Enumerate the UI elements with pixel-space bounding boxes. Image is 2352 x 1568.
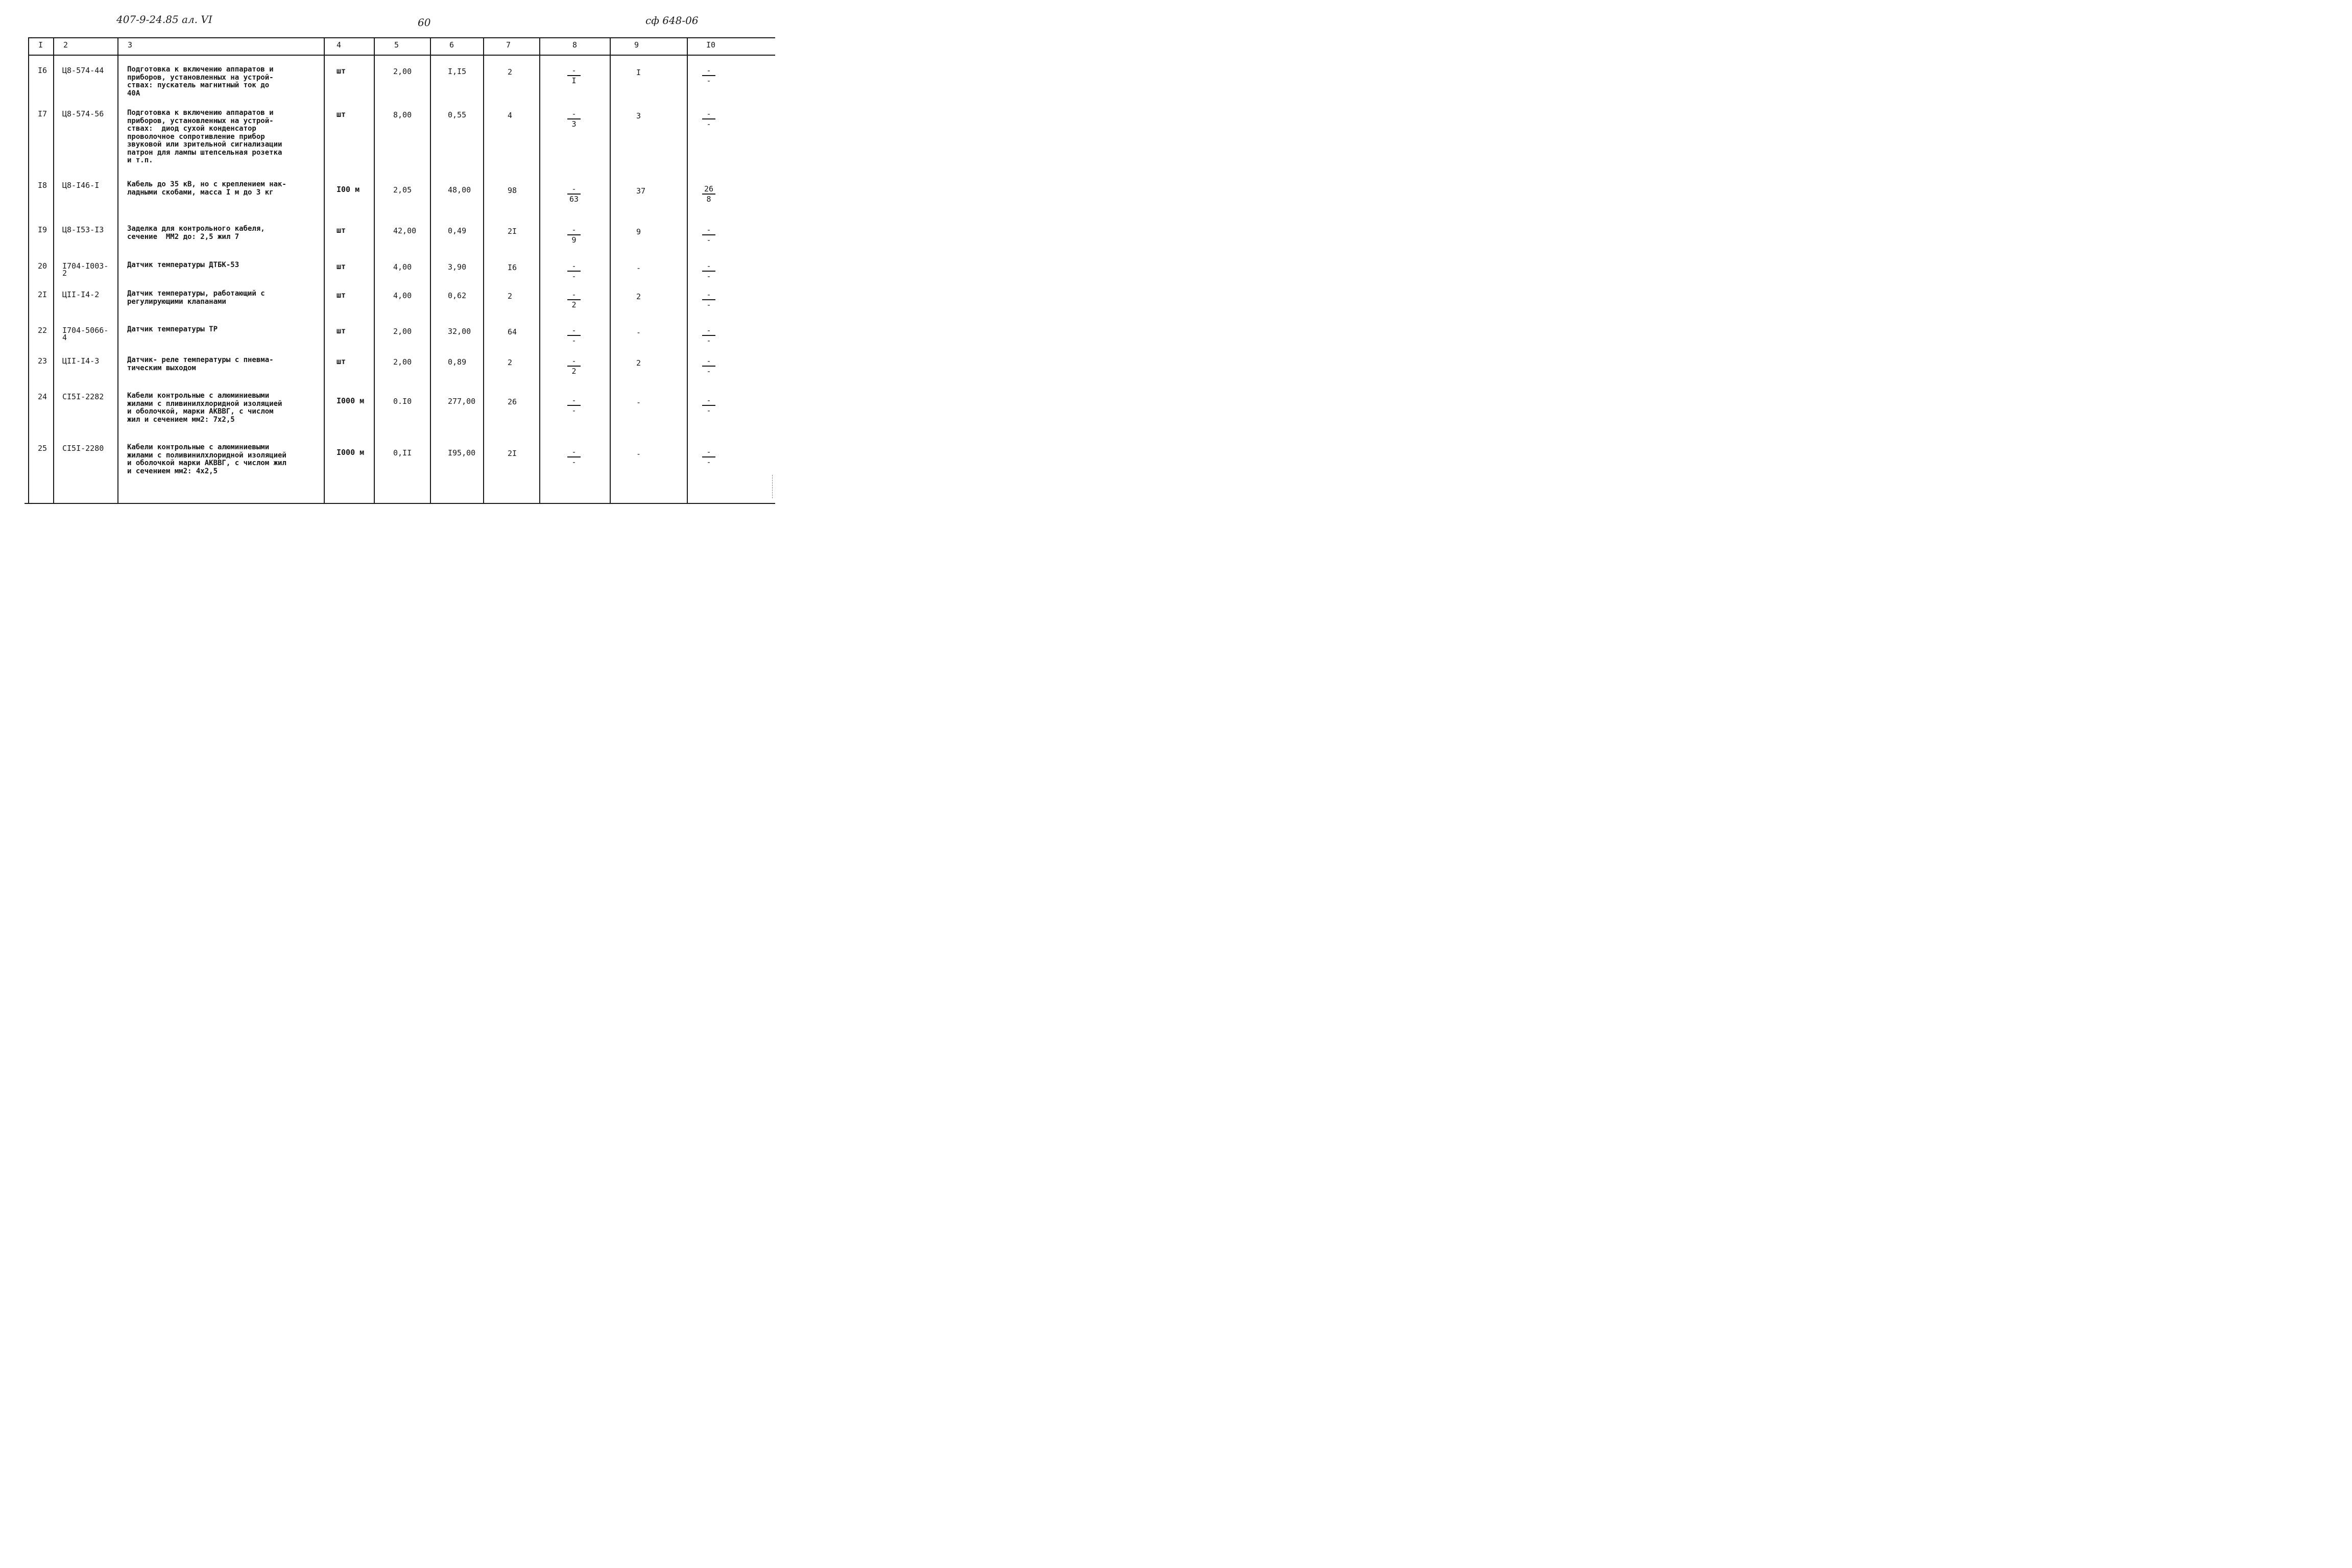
unit: шт — [337, 66, 346, 76]
total: 2 — [508, 292, 513, 301]
table-top-rule — [28, 37, 775, 38]
column-divider — [687, 37, 688, 503]
row-number: 23 — [38, 356, 47, 366]
fraction-col10 — [700, 357, 718, 376]
column-header: 3 — [128, 40, 133, 50]
total: 26 — [508, 397, 517, 406]
total: 2 — [508, 67, 513, 77]
denominator: 2 — [571, 367, 577, 376]
unit-price: 0,49 — [448, 226, 467, 235]
total: 2I — [508, 227, 517, 236]
numerator: - — [571, 290, 577, 299]
row-number: I9 — [38, 225, 47, 234]
row-number: 24 — [38, 392, 47, 401]
numerator: - — [706, 225, 711, 234]
col9-value: 37 — [636, 186, 646, 196]
item-code: Ц8-574-44 — [62, 66, 104, 75]
item-code: CI5I-2282 — [62, 392, 104, 401]
denominator: - — [706, 406, 711, 415]
numerator: - — [706, 290, 711, 299]
total: 4 — [508, 111, 513, 120]
fraction-col8 — [565, 262, 583, 281]
total: 2I — [508, 449, 517, 458]
numerator: 26 — [704, 184, 714, 194]
col9-value: 9 — [636, 227, 641, 236]
column-divider — [483, 37, 484, 503]
item-code: ЦII-I4-3 — [62, 356, 100, 366]
item-description: Кабель до 35 кВ, но с креплением нак- ладными скобами, масса I м до 3 кг — [127, 180, 286, 197]
column-header: 8 — [572, 40, 578, 50]
col9-value: 3 — [636, 111, 641, 120]
item-description: Датчик температуры, работающий с регулирующими клапанами — [127, 290, 265, 306]
column-divider — [324, 37, 325, 503]
item-code: Ц8-I46-I — [62, 181, 100, 190]
sheet-code: сф 648-06 — [645, 14, 699, 27]
denominator: - — [571, 406, 577, 415]
fraction-col8 — [565, 226, 583, 245]
item-description: Датчик- реле температуры с пневма- тическим выходом — [127, 356, 274, 372]
fraction-col8 — [565, 185, 583, 204]
col9-value: - — [636, 328, 641, 337]
numerator: - — [571, 184, 577, 194]
col9-value: 2 — [636, 292, 641, 301]
numerator: - — [706, 66, 711, 75]
col9-value: - — [636, 398, 641, 407]
total: 64 — [508, 327, 517, 336]
unit-price: 48,00 — [448, 185, 471, 195]
edge-marks — [772, 475, 777, 498]
denominator: - — [706, 76, 711, 85]
quantity: 42,00 — [393, 226, 417, 235]
fraction-col10 — [700, 326, 718, 345]
unit-price: 0,55 — [448, 110, 467, 119]
total: 98 — [508, 186, 517, 195]
fraction-col8 — [565, 357, 583, 376]
unit: шт — [337, 357, 346, 366]
denominator: - — [571, 457, 577, 467]
item-description: Кабели контрольные с алюминиевыми жилами с пливинилхлоридной изоляцией и оболочкой, марки АКВВГ, с числом жил и сечением мм2: 7х2,5 — [127, 392, 282, 424]
row-number: 20 — [38, 261, 47, 271]
unit: шт — [337, 326, 346, 335]
column-header: I0 — [706, 40, 716, 50]
item-description: Подготовка к включению аппаратов и приборов, установленных на устрой- ствах: пускатель магнитный ток до 40А — [127, 65, 274, 98]
document-designation: 407-9-24.85 ал. VI — [116, 13, 212, 26]
fraction-col8 — [565, 66, 583, 85]
fraction-col8 — [565, 326, 583, 345]
unit-price: 0,62 — [448, 291, 467, 300]
column-header: 6 — [449, 40, 454, 50]
total: I6 — [508, 263, 517, 272]
unit: I000 м — [337, 396, 365, 405]
numerator: - — [706, 109, 711, 118]
fraction-col8 — [565, 291, 583, 309]
total: 2 — [508, 358, 513, 367]
fraction-col10 — [700, 226, 718, 245]
item-code: Ц8-I53-I3 — [62, 225, 104, 234]
col9-value: I — [636, 68, 641, 77]
column-divider — [430, 37, 431, 503]
fraction-col10 — [700, 185, 718, 204]
quantity: 0,II — [393, 448, 412, 457]
item-code: CI5I-2280 — [62, 444, 104, 453]
denominator: - — [706, 457, 711, 467]
col9-value: - — [636, 449, 641, 459]
column-divider — [117, 37, 118, 503]
denominator: - — [706, 367, 711, 376]
unit-price: 32,00 — [448, 327, 471, 336]
quantity: 4,00 — [393, 262, 412, 272]
column-header: 4 — [337, 40, 342, 50]
numerator: - — [706, 326, 711, 335]
fraction-col10 — [700, 291, 718, 309]
column-divider — [53, 37, 54, 503]
item-description: Кабели контрольные с алюминиевыми жилами с поливинилхлоридной изоляцией и оболочкой марки АКВВГ, с числом жил и сечением мм2: 4х2,5 — [127, 443, 286, 475]
denominator: - — [706, 119, 711, 129]
page-number: 60 — [418, 16, 431, 29]
denominator: - — [706, 300, 711, 309]
quantity: 2,00 — [393, 357, 412, 367]
column-divider — [374, 37, 375, 503]
item-code: I704-I003- 2 — [62, 261, 109, 278]
fraction-col10 — [700, 262, 718, 281]
numerator: - — [571, 261, 577, 271]
unit: шт — [337, 291, 346, 300]
denominator: I — [571, 76, 577, 85]
quantity: 2,00 — [393, 67, 412, 76]
denominator: - — [571, 336, 577, 345]
numerator: - — [571, 326, 577, 335]
numerator: - — [571, 396, 577, 405]
denominator: - — [706, 272, 711, 281]
unit: шт — [337, 262, 346, 271]
col9-value: - — [636, 263, 641, 273]
item-description: Датчик температуры ТР — [127, 325, 218, 333]
unit-price: I95,00 — [448, 448, 476, 457]
row-number: 22 — [38, 326, 47, 335]
denominator: 3 — [571, 119, 577, 129]
col9-value: 2 — [636, 358, 641, 368]
item-code: Ц8-574-56 — [62, 109, 104, 118]
numerator: - — [706, 447, 711, 456]
fraction-col8 — [565, 448, 583, 467]
row-number: I8 — [38, 181, 47, 190]
unit-price: 277,00 — [448, 397, 476, 406]
item-code: I704-5066- 4 — [62, 326, 109, 342]
fraction-col10 — [700, 396, 718, 415]
quantity: 4,00 — [393, 291, 412, 300]
fraction-col8 — [565, 110, 583, 129]
fraction-col8 — [565, 396, 583, 415]
unit: шт — [337, 226, 346, 235]
column-header: 9 — [634, 40, 639, 50]
denominator: 63 — [569, 195, 579, 204]
unit-price: 3,90 — [448, 262, 467, 272]
fraction-col10 — [700, 66, 718, 85]
header-rule — [28, 55, 775, 56]
numerator: - — [571, 66, 577, 75]
row-number: I7 — [38, 109, 47, 118]
column-divider — [28, 37, 29, 503]
unit: I000 м — [337, 448, 365, 457]
item-description: Подготовка к включению аппаратов и приборов, установленных на устрой- ствах: диод сухой конденсатор проволочное сопротивление прибор звуковой или зрительной сигнализации патрон для лампы штепсельная розетка и т.п. — [127, 109, 282, 164]
item-description: Заделка для контрольного кабеля, сечение ММ2 до: 2,5 жил 7 — [127, 225, 265, 241]
unit: I00 м — [337, 185, 360, 194]
numerator: - — [571, 356, 577, 366]
denominator: 2 — [571, 300, 577, 309]
quantity: 2,05 — [393, 185, 412, 195]
denominator: - — [571, 272, 577, 281]
numerator: - — [571, 447, 577, 456]
item-description: Датчик температуры ДТБК-53 — [127, 261, 239, 269]
numerator: - — [706, 396, 711, 405]
row-number: I6 — [38, 66, 47, 75]
column-divider — [610, 37, 611, 503]
fraction-col10 — [700, 448, 718, 467]
row-number: 25 — [38, 444, 47, 453]
unit: шт — [337, 110, 346, 119]
denominator: 8 — [706, 195, 711, 204]
item-code: ЦII-I4-2 — [62, 290, 100, 299]
column-header: I — [38, 40, 43, 50]
column-header: 7 — [506, 40, 511, 50]
numerator: - — [706, 356, 711, 366]
denominator: - — [706, 336, 711, 345]
fraction-col10 — [700, 110, 718, 129]
unit-price: I,I5 — [448, 67, 467, 76]
row-number: 2I — [38, 290, 47, 299]
denominator: - — [706, 235, 711, 245]
quantity: 0.I0 — [393, 397, 412, 406]
table-bottom-rule — [25, 503, 775, 504]
numerator: - — [571, 225, 577, 234]
quantity: 2,00 — [393, 327, 412, 336]
numerator: - — [706, 261, 711, 271]
numerator: - — [571, 109, 577, 118]
column-header: 5 — [394, 40, 399, 50]
column-header: 2 — [63, 40, 68, 50]
column-divider — [539, 37, 540, 503]
denominator: 9 — [571, 235, 577, 245]
unit-price: 0,89 — [448, 357, 467, 367]
quantity: 8,00 — [393, 110, 412, 119]
